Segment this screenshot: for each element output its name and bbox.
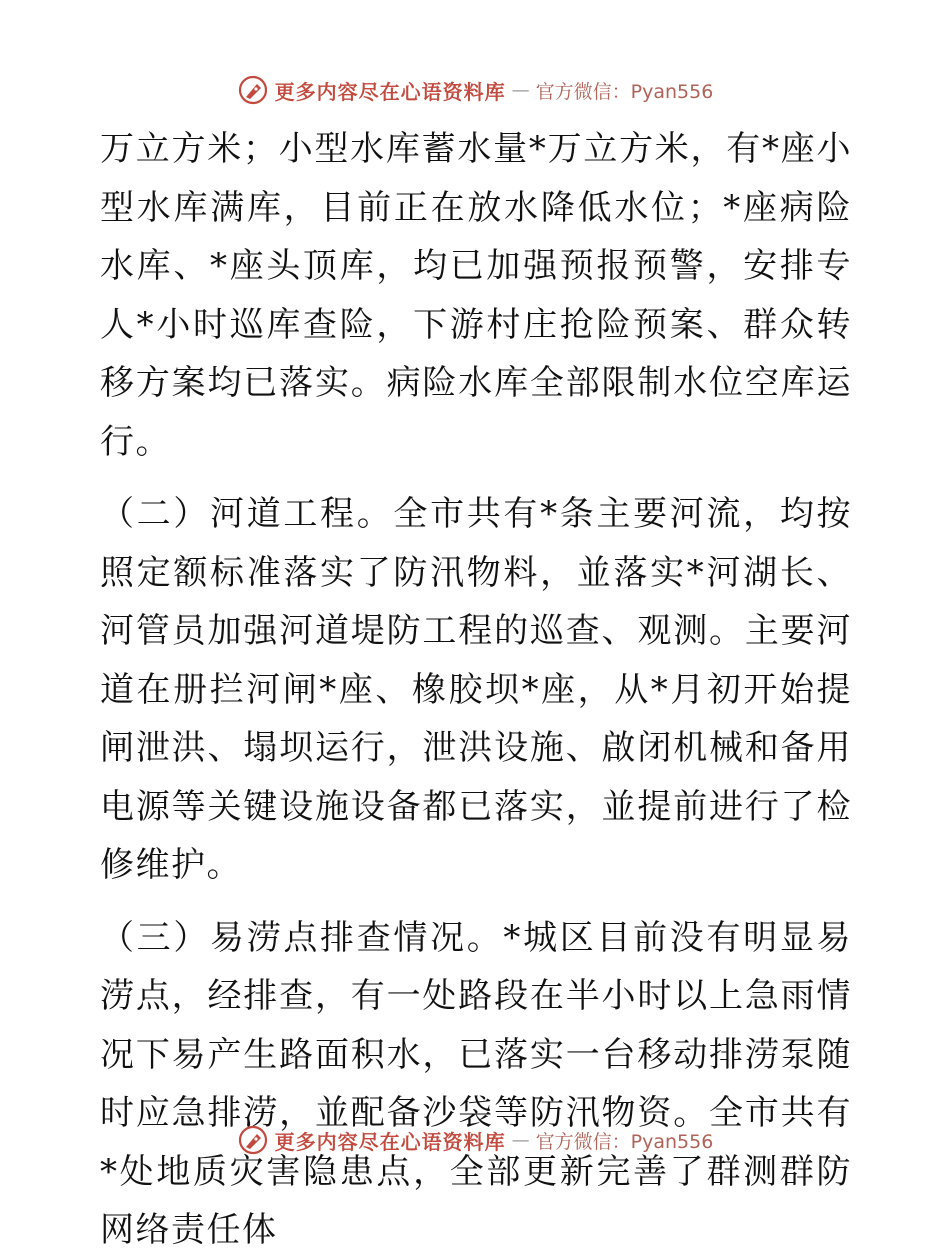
watermark-text: 更多内容尽在心语资料库 [274,1129,506,1154]
document-body [100,120,852,1260]
pen-nib-logo-icon [237,74,269,106]
paragraph-3: （三）易涝点排查情况。*城区目前没有明显易涝点，经排查，有一处路段在半小时以上急雨情况下易产生路面积水，已落实一台移动排涝泵随时应急排涝，並配备沙袋等防汛物资。全市共有*处地质灾害隐患点，全部更新完善了群测群防网络责任体 [100,917,852,1250]
watermark-footer [0,1120,950,1160]
watermark-suffix: 官方微信：Pyan556 [535,1130,714,1153]
watermark-text: 更多内容尽在心语资料库 [274,79,506,104]
watermark-separator: — [511,1129,530,1151]
paragraph-2: （二）河道工程。全市共有*条主要河流，均按照定额标准落实了防汛物料，並落实*河湖长、河管员加强河道堤防工程的巡查、观测。主要河道在册拦河闸*座、橡胶坝*座，从*月初开始提闸泄洪、塌坝运行，泄洪设施、啟闭机械和备用电源等关键设施设备都已落实，並提前进行了检修维护。 [100,494,852,885]
watermark-suffix: 官方微信：Pyan556 [535,80,714,103]
watermark-separator: — [511,79,530,101]
paragraph-1: 万立方米；小型水库蓄水量*万立方米，有*座小型水库满库，目前正在放水降低水位；*座病险水库、*座头顶库，均已加强预报预警，安排专人*小时巡库查险，下游村庄抢险预案、群众转移方案均已落实。病险水库全部限制水位空库运行。 [100,129,852,462]
pen-nib-logo-icon [237,1124,269,1156]
watermark-header [0,70,950,110]
